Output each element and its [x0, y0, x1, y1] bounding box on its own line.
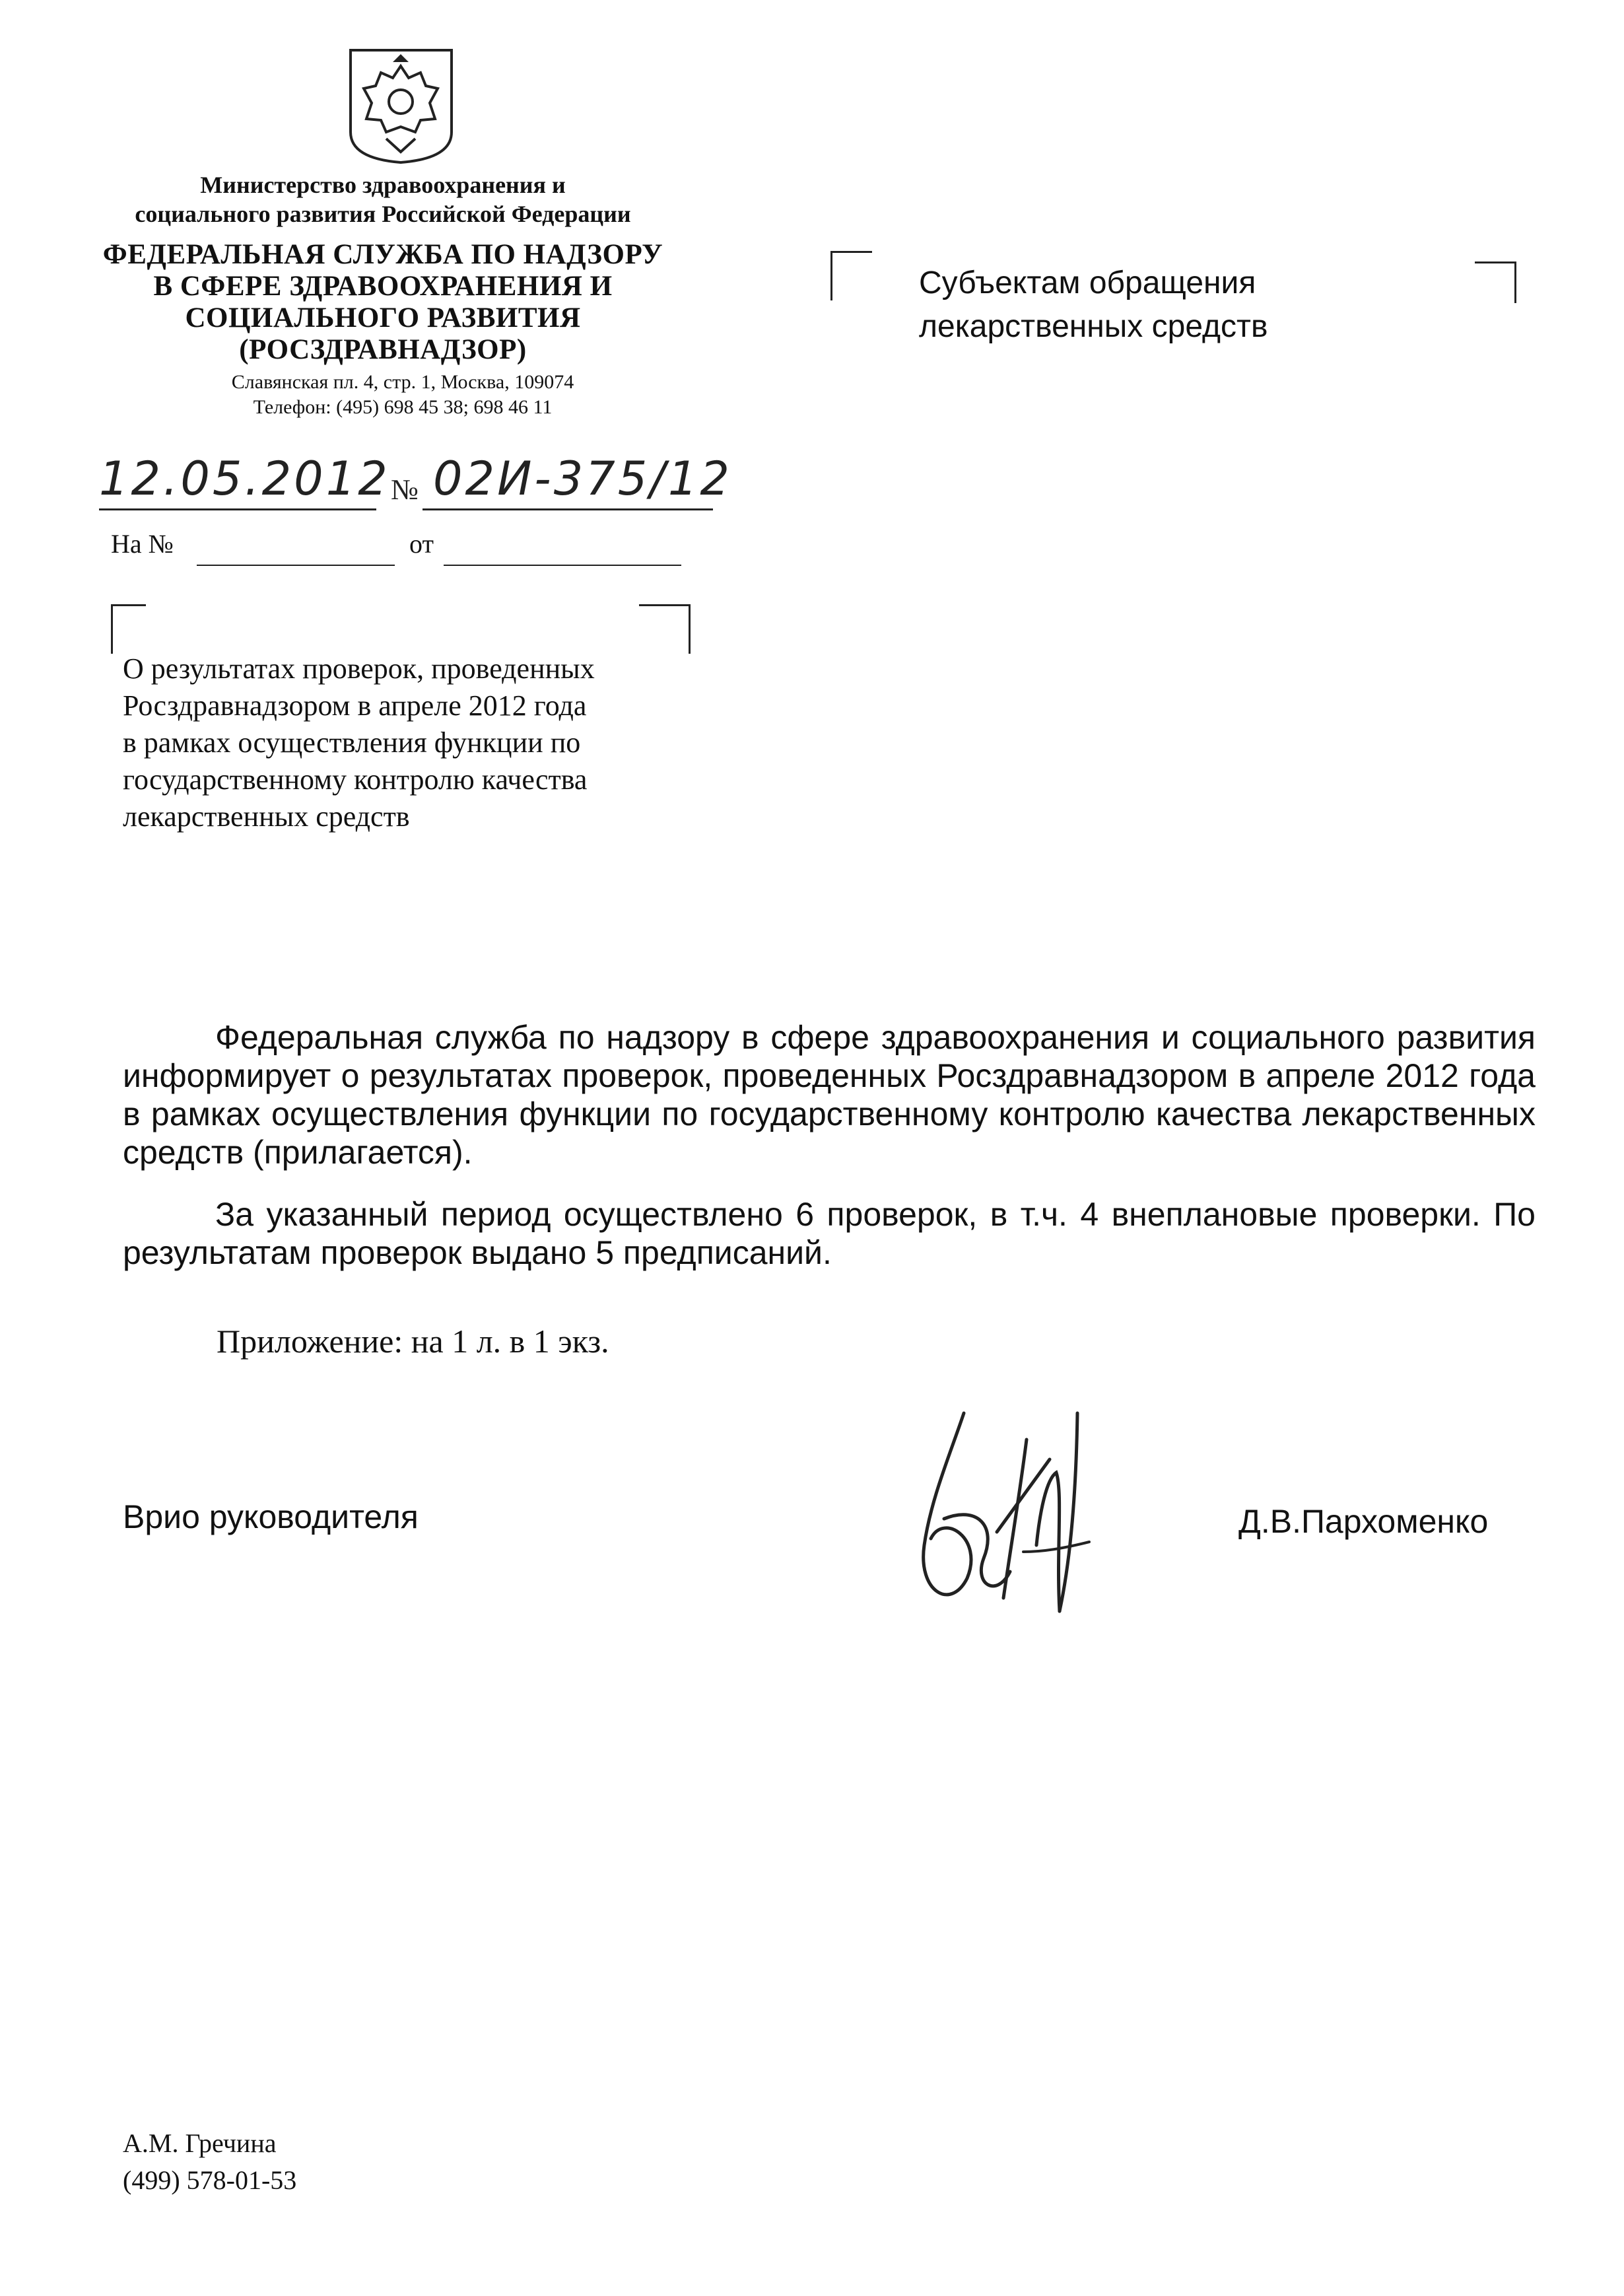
- addressee-bracket-left: [830, 251, 872, 300]
- service-line-1: ФЕДЕРАЛЬНАЯ СЛУЖБА ПО НАДЗОРУ: [102, 239, 663, 270]
- subject-line-3: в рамках осуществления функции по: [123, 726, 581, 759]
- subject-bracket-right: [639, 604, 691, 654]
- signer-title: Врио руководителя: [123, 1498, 419, 1535]
- ref-from-blank: [444, 565, 681, 566]
- number-sign: №: [391, 473, 421, 506]
- ministry-name: [79, 170, 687, 228]
- executor-block: [123, 2125, 296, 2199]
- subject-line-5: лекарственных средств: [123, 800, 410, 833]
- addressee-line-2: лекарственных средств: [919, 309, 1268, 344]
- attachment-note: Приложение: на 1 л. в 1 экз.: [217, 1323, 609, 1360]
- subject-line-2: Росздравнадзором в апреле 2012 года: [123, 689, 587, 722]
- letter-subject: [123, 650, 704, 835]
- ref-from-label: от: [409, 529, 434, 559]
- ministry-line-2: социального развития Российской Федерации: [135, 201, 631, 227]
- service-address: Славянская пл. 4, стр. 1, Москва, 109074: [231, 371, 574, 393]
- outgoing-number: 02И-375/12: [433, 452, 732, 506]
- number-underline: [423, 508, 713, 510]
- handwritten-signature-icon: [904, 1400, 1122, 1624]
- subject-line-1: О результатах проверок, проведенных: [123, 652, 595, 685]
- subject-bracket-left: [111, 604, 146, 654]
- ref-number-label: На №: [111, 529, 174, 559]
- coat-of-arms-icon: [347, 46, 456, 165]
- executor-phone: (499) 578-01-53: [123, 2165, 297, 2195]
- service-line-3: СОЦИАЛЬНОГО РАЗВИТИЯ: [185, 302, 581, 333]
- body-paragraph-2: За указанный период осуществлено 6 проверок, в т.ч. 4 внеплановые проверки. По результатам проверок выдано 5 предписаний.: [123, 1196, 1536, 1271]
- signer-name: Д.В.Пархоменко: [1238, 1503, 1489, 1540]
- subject-line-4: государственному контролю качества: [123, 763, 588, 796]
- service-contacts: [119, 370, 687, 420]
- ministry-line-1: Министерство здравоохранения и: [200, 172, 566, 198]
- reference-row: [111, 528, 174, 559]
- ref-number-blank: [197, 565, 395, 566]
- date-underline: [99, 508, 376, 510]
- addressee: [919, 261, 1268, 349]
- service-line-2: В СФЕРЕ ЗДРАВООХРАНЕНИЯ И: [153, 271, 613, 302]
- addressee-bracket-right: [1475, 261, 1516, 303]
- outgoing-date: 12.05.2012: [99, 452, 390, 506]
- body-paragraph-1: Федеральная служба по надзору в сфере здравоохранения и социального развития информирует о результатах проверок, проведенных Росздравнадзором в апреле 2012 года в рамках осуществления функции по государственному контролю качества лекарственных средств (прилагается).: [123, 1019, 1536, 1171]
- service-name: [79, 239, 687, 366]
- addressee-line-1: Субъектам обращения: [919, 265, 1256, 300]
- ref-from: [409, 528, 434, 559]
- service-line-4: (РОСЗДРАВНАДЗОР): [239, 334, 527, 365]
- service-phone: Телефон: (495) 698 45 38; 698 46 11: [253, 396, 553, 418]
- executor-name: А.М. Гречина: [123, 2128, 277, 2158]
